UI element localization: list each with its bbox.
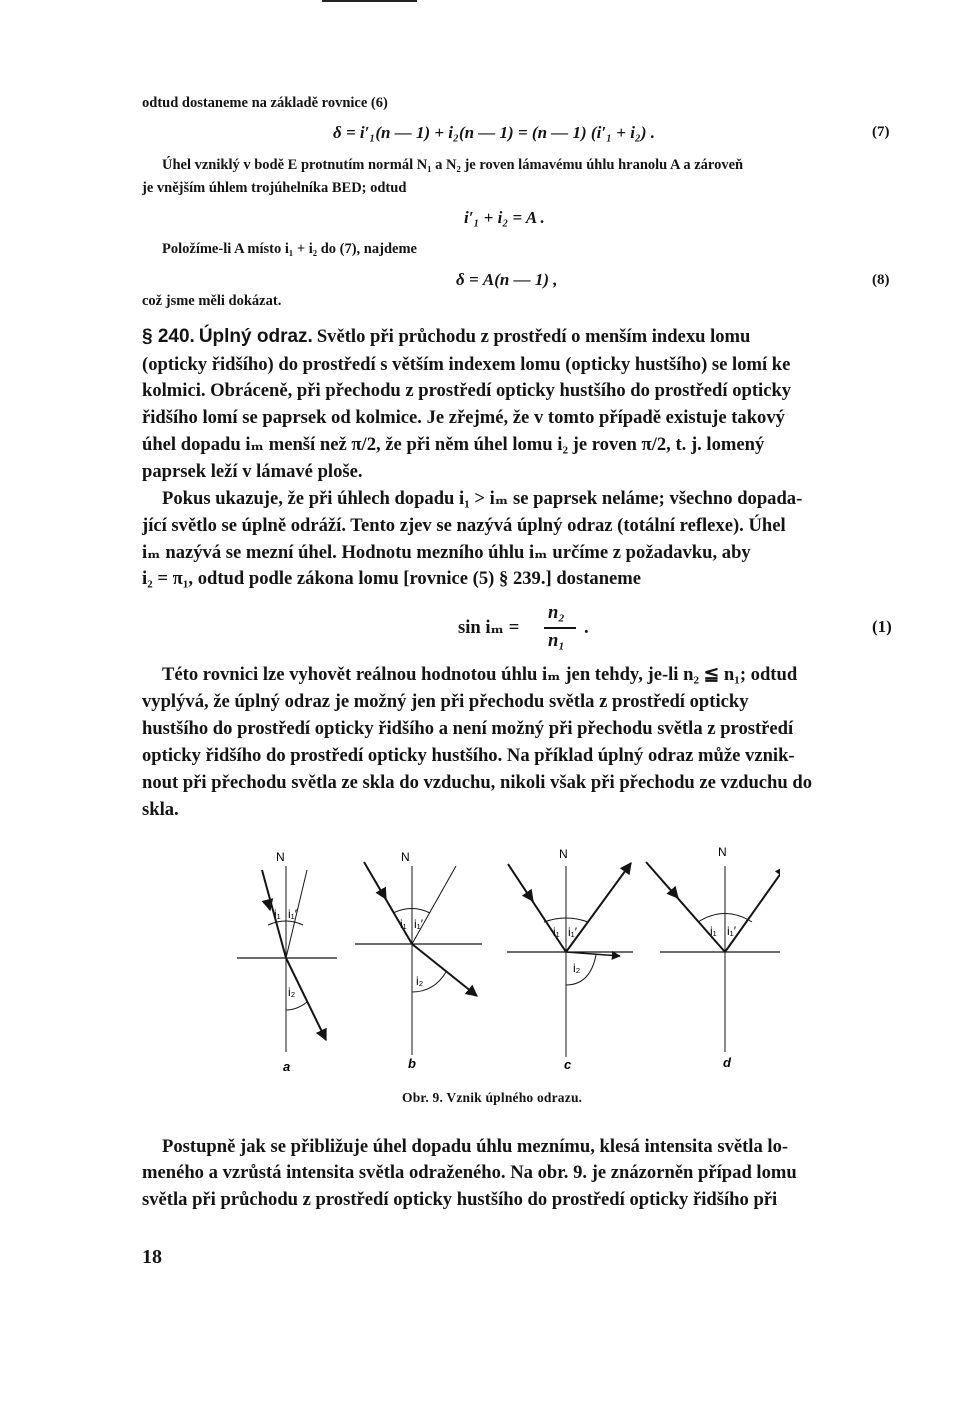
angle-arc-a-bottom bbox=[286, 1002, 307, 1010]
angle-i1p-label-b: i₁′ bbox=[414, 917, 423, 931]
paragraph-2-line-4: i₂ = π₁, odtud podle zákona lomu [rovnice (5) § 239.] dostaneme bbox=[142, 568, 642, 589]
normal-label-b: N bbox=[401, 850, 410, 864]
paragraph-3-line-4: opticky řidšího do prostředí opticky hustšího. Na příklad úplný odraz může vznik- bbox=[142, 745, 795, 766]
paragraph-2-line-3: iₘ nazývá se mezní úhel. Hodnotu mezního úhlu iₘ určíme z požadavku, aby bbox=[142, 542, 751, 563]
figure-panel-b bbox=[355, 862, 482, 1055]
paragraph-3-line-1: Této rovnici lze vyhovět reálnou hodnotou úhlu iₘ jen tehdy, je-li n₂ ≦ n₁; odtud bbox=[162, 664, 798, 685]
figure-caption: Obr. 9. Vznik úplného odrazu. bbox=[402, 1090, 583, 1105]
angle-i1-label-a: i₁ bbox=[274, 907, 281, 921]
paragraph-2-line-2: jící světlo se úplně odráží. Tento zjev se nazývá úplný odraz (totální reflexe). Úhel bbox=[142, 515, 786, 536]
angle-i2-label-b: i₂ bbox=[416, 974, 424, 988]
angle-i2-label-c: i₂ bbox=[573, 961, 581, 975]
figure-panel-d bbox=[646, 862, 780, 1052]
paragraph-2-line-1: Pokus ukazuje, že při úhlech dopadu i₁ > iₘ se paprsek neláme; všechno dopada- bbox=[162, 488, 803, 509]
section-title: Úplný odraz. bbox=[198, 326, 313, 347]
intro-line-2: Úhel vzniklý v bodě E protnutím normál N₁ a N₂ je roven lámavému úhlu hranolu A a zároveň bbox=[162, 157, 744, 173]
paragraph-4-line-2: meného a vzrůstá intensita světla odraženého. Na obr. 9. je znázorněn případ lomu bbox=[142, 1162, 797, 1183]
angle-arc-c-bottom bbox=[566, 955, 596, 985]
angle-i1-label-d: i₁ bbox=[710, 924, 717, 938]
paragraph-1-line-5: úhel dopadu iₘ menší než π/2, že při něm úhel lomu i₂ je roven π/2, t. j. lomený bbox=[142, 434, 765, 455]
paragraph-3-line-3: hustšího do prostředí opticky řidšího a není možný při přechodu světla z prostředí bbox=[142, 718, 794, 739]
section-number: § 240. bbox=[142, 326, 195, 347]
intro-line-4: Položíme-li A místo i₁ + i₂ do (7), najdeme bbox=[162, 241, 417, 257]
paragraph-1-line-3: kolmici. Obráceně, při přechodu z prostředí opticky hustšího do prostředí opticky bbox=[142, 380, 792, 401]
refracted-ray-a bbox=[286, 958, 326, 1040]
paragraph-3-line-5: nout při přechodu světla ze skla do vzduchu, nikoli však při přechodu ze vzduchu do bbox=[142, 772, 813, 793]
section-first-line bbox=[142, 326, 750, 348]
angle-i1p-label-c: i₁′ bbox=[568, 925, 577, 939]
page-number: 18 bbox=[142, 1246, 162, 1268]
incident-ray-b bbox=[364, 862, 412, 944]
normal-label-a: N bbox=[276, 850, 285, 864]
angle-i1p-label-a: i₁′ bbox=[288, 907, 297, 921]
paragraph-4-line-1: Postupně jak se přibližuje úhel dopadu úhlu meznímu, klesá intensita světla lo- bbox=[162, 1136, 789, 1157]
panel-letter-d: d bbox=[723, 1055, 731, 1070]
fraction-bar bbox=[544, 627, 576, 629]
incident-ray-d bbox=[646, 862, 725, 952]
panel-letter-a: a bbox=[283, 1059, 291, 1074]
equation-1-denominator: n₁ bbox=[548, 630, 565, 651]
figure-panel-a bbox=[237, 866, 337, 1052]
incident-arrow-a bbox=[268, 902, 270, 910]
angle-i2-label-a: i₂ bbox=[288, 985, 296, 999]
paragraph-3-line-2: vyplývá, že úplný odraz je možný jen při přechodu světla z prostředí opticky bbox=[142, 691, 749, 712]
top-rule bbox=[322, 0, 417, 2]
equation-a: i′₁ + i₂ = A . bbox=[464, 208, 545, 227]
intro-line-3: je vnějším úhlem trojúhelníka BED; odtud bbox=[142, 180, 407, 196]
paragraph-1-line-4: řidšího lomí se paprsek od kolmice. Je zřejmé, že v tomto případě existuje takový bbox=[142, 407, 785, 428]
paragraph-4-line-3: světla při průchodu z prostředí opticky hustšího do prostředí opticky řidšího při bbox=[142, 1189, 778, 1210]
equation-7: δ = i′₁(n — 1) + i₂(n — 1) = (n — 1) (i′₁ + i₂) . bbox=[333, 123, 656, 142]
angle-i1-label-b: i₁ bbox=[400, 917, 407, 931]
refracted-ray-b bbox=[412, 944, 477, 996]
equation-1-number: (1) bbox=[872, 617, 892, 636]
intro-line-1: odtud dostaneme na základě rovnice (6) bbox=[142, 95, 388, 111]
paragraph-1-line-1: Světlo při průchodu z prostředí o menším indexu lomu bbox=[316, 326, 751, 347]
reflected-ray-d bbox=[725, 866, 780, 952]
paragraph-1-line-6: paprsek leží v lámavé ploše. bbox=[142, 461, 363, 482]
angle-i1p-label-d: i₁′ bbox=[727, 924, 736, 938]
figure-panel-c bbox=[507, 863, 633, 1057]
angle-i1-label-c: i₁ bbox=[553, 925, 560, 939]
intro-line-5: což jsme měli dokázat. bbox=[142, 293, 282, 309]
equation-1-numerator: n₂ bbox=[548, 602, 565, 623]
normal-label-d: N bbox=[718, 845, 727, 859]
normal-label-c: N bbox=[559, 847, 568, 861]
equation-7-number: (7) bbox=[872, 124, 890, 140]
equation-8-number: (8) bbox=[872, 272, 890, 288]
paragraph-1-line-2: (opticky řidšího) do prostředí s větším indexem lomu (opticky hustšího) se lomí ke bbox=[142, 354, 791, 375]
paragraph-3-line-6: skla. bbox=[142, 799, 179, 820]
equation-8: δ = A(n — 1) , bbox=[456, 270, 558, 289]
equation-1-dot: . bbox=[584, 617, 589, 638]
figure-9-total-reflection bbox=[230, 838, 780, 1088]
incident-arrow-d bbox=[672, 891, 678, 898]
panel-letter-c: c bbox=[564, 1057, 572, 1072]
reflected-ray-b bbox=[412, 866, 456, 944]
equation-1-lhs: sin iₘ = bbox=[458, 617, 520, 638]
panel-letter-b: b bbox=[408, 1056, 416, 1071]
